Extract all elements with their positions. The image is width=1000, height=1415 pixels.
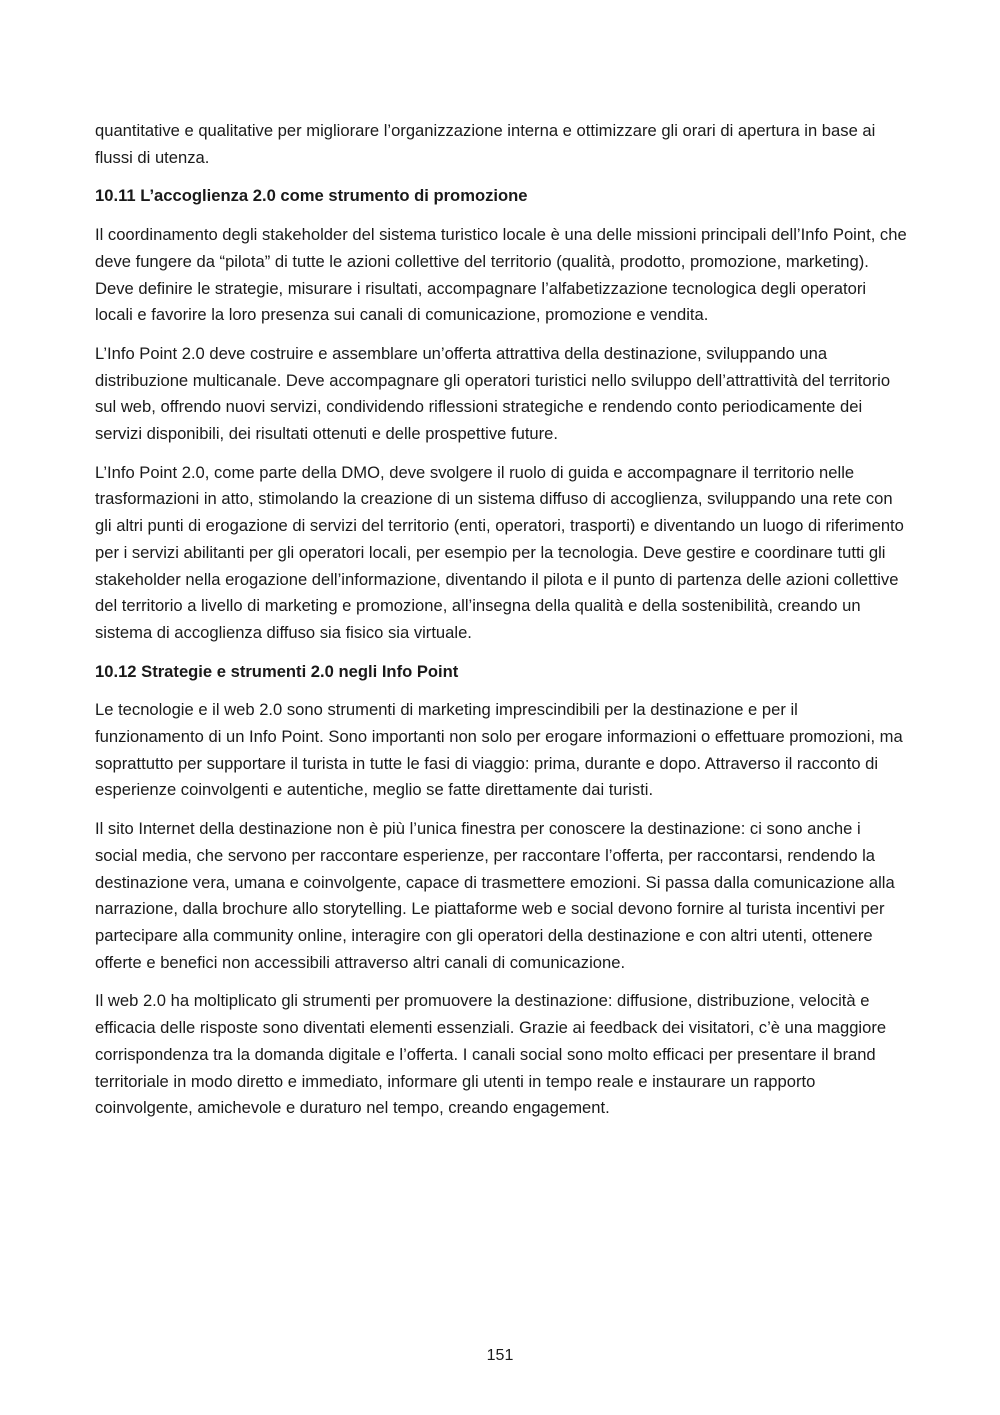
paragraph-continuation: quantitative e qualitative per migliorare l’organizzazione interna e ottimizzare gli orari di apertura in base ai flussi di utenza. (95, 121, 876, 167)
paragraph-coordinamento: Il coordinamento degli stakeholder del sistema turistico locale è una delle missioni principali dell’Info Point, che deve fungere da “pilota” di tutte le azioni collettive del territorio (qualità, prodotto, promozione, marketing). Deve definire le strategie, misurare i risultati, accompagnare l’alfabetizzazione tecnologica degli operatori locali e favorire la loro presenza sui canali di comunicazione, promozione e vendita. (95, 225, 907, 325)
paragraph-web-2-0: Il web 2.0 ha moltiplicato gli strumenti per promuovere la destinazione: diffusione, distribuzione, velocità e efficacia delle risposte sono diventati elementi essenziali. Grazie ai feedback dei visitatori, c’è una maggiore corrispondenza tra la domanda digitale e l’offerta. I canali social sono molto efficaci per presentare il brand territoriale in modo diretto e immediato, informare gli utenti in tempo reale e instaurare un rapporto coinvolgente, amichevole e duraturo nel tempo, creando engagement. (95, 991, 887, 1118)
paragraph-info-point-offerta: L’Info Point 2.0 deve costruire e assemblare un’offerta attrattiva della destinazione, sviluppando una distribuzione multicanale. Deve accompagnare gli operatori turistici nello sviluppo dell’attrattività del territorio sul web, offrendo nuovi servizi, condividendo riflessioni strategiche e rendendo conto periodicamente dei servizi disponibili, dei risultati ottenuti e delle prospettive future. (95, 343, 891, 444)
paragraph-info-point-dmo: L’Info Point 2.0, come parte della DMO, deve svolgere il ruolo di guida e accompagnare il territorio nelle trasformazioni in atto, stimolando la creazione di un sistema diffuso di accoglienza, sviluppando una rete con gli altri punti di erogazione di servizi del territorio (enti, operatori, trasporti) e diventando un luogo di riferimento per i servizi abilitanti per gli operatori locali, per esempio per la tecnologia. Deve gestire e coordinare tutti gli stakeholder nella erogazione dell’informazione, diventando il pilota e il punto di partenza delle azioni collettive del territorio a livello di marketing e promozione, all’insegna della qualità e della sostenibilità, creando un sistema di accoglienza diffuso sia fisico sia virtuale. (95, 462, 904, 642)
section-heading-10-11: 10.11 L’accoglienza 2.0 come strumento di promozione (95, 186, 528, 206)
section-heading-10-12: 10.12 Strategie e strumenti 2.0 negli Info Point (95, 661, 459, 681)
page-number: 151 (486, 1347, 514, 1364)
paragraph-tecnologie-web: Le tecnologie e il web 2.0 sono strumenti di marketing imprescindibili per la destinazione e per il funzionamento di un Info Point. Sono importanti non solo per erogare informazioni o effettuare promozioni, ma soprattutto per supportare il turista in tutte le fasi di viaggio: prima, durante e dopo. Attraverso il racconto di esperienze coinvolgenti e autentiche, meglio se fatte direttamente dai turisti. (95, 700, 903, 800)
document-body (95, 118, 907, 1134)
paragraph-sito-internet: Il sito Internet della destinazione non è più l’unica finestra per conoscere la destinazione: ci sono anche i social media, che servono per raccontare esperienze, per raccontare l’offerta, per raccontarsi, rendendo la destinazione vera, umana e coinvolgente, capace di trasmettere emozioni. Si passa dalla comunicazione alla narrazione, dalla brochure allo storytelling. Le piattaforme web e social devono fornire al turista incentivi per partecipare alla community online, interagire con gli operatori della destinazione e con altri utenti, ottenere offerte e benefici non accessibili attraverso altri canali di comunicazione. (95, 819, 895, 972)
